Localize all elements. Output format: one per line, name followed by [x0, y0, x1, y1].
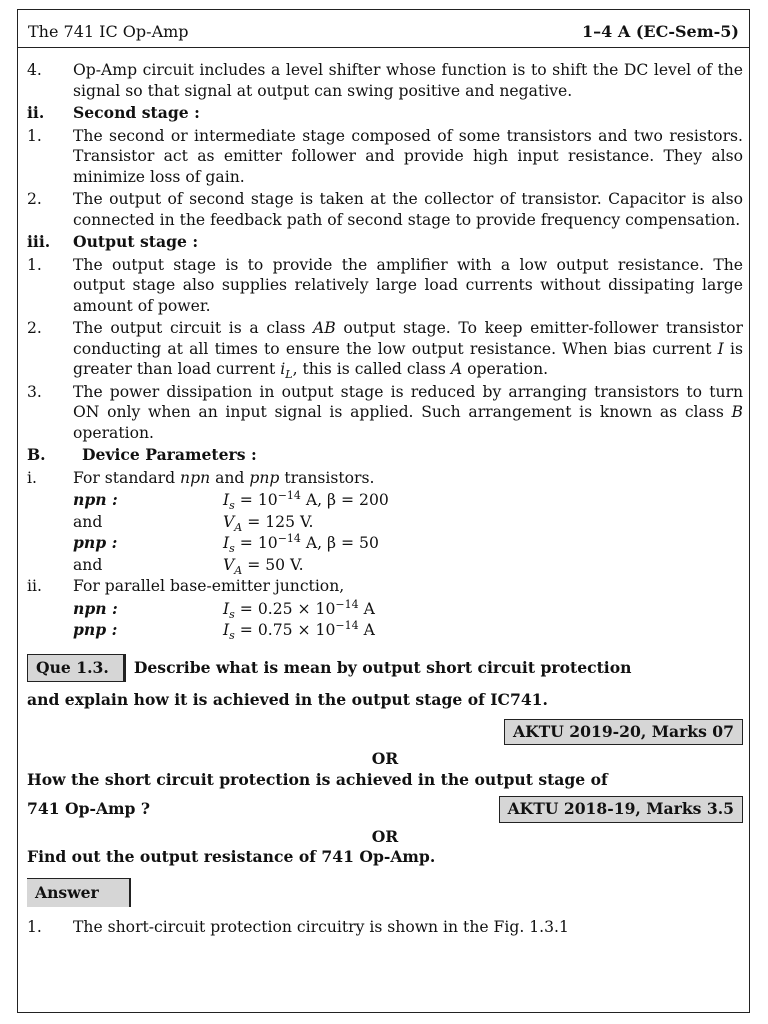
question-text: Describe what is mean by output short circuit protection	[133, 657, 632, 677]
question-text: How the short circuit protection is achieved in the output stage of	[27, 769, 608, 789]
list-item: 1. The second or intermediate stage composed of some transistors and two resistors. Transistor act as emitter follower and provide high input resistance. They also minimize loss of gain.	[27, 126, 743, 186]
header-page-number: 1–4 A (EC-Sem-5)	[582, 22, 739, 41]
document-page	[17, 9, 750, 1013]
section-heading-second-stage: ii. Second stage :	[27, 103, 200, 122]
parameter-table	[73, 599, 743, 642]
parameter-table	[73, 490, 743, 576]
list-item: ii. For parallel base-emitter junction,	[27, 577, 345, 595]
param-row: npn : $I_s = 10^{-14}$ A, β = 200	[73, 488, 389, 513]
or-divider: OR	[371, 749, 399, 768]
param-row: npn : $I_s = 0.25 \times 10^{-14}$ A	[73, 597, 375, 621]
question-text-continued: and explain how it is achieved in the output stage of IC741.	[27, 690, 548, 709]
section-heading-device-parameters: B. Device Parameters :	[27, 445, 257, 464]
question-label: Que 1.3.	[27, 654, 126, 683]
param-row: and $V_A = 50$ V.	[73, 555, 304, 577]
list-item: 1. The short-circuit protection circuitry is shown in the Fig. 1.3.1	[27, 918, 569, 936]
param-row: and $V_A = 125$ V.	[73, 512, 314, 534]
list-item: 1. The output stage is to provide the amplifier with a low output resistance. The output stage also supplies relatively large load currents without dissipating large amount of power.	[27, 255, 743, 315]
header-rule	[18, 47, 749, 48]
section-heading-output-stage: iii. Output stage :	[27, 232, 199, 251]
question-text: Find out the output resistance of 741 Op-Amp.	[27, 847, 436, 866]
answer-label: Answer	[27, 878, 131, 908]
question-text-continued: 741 Op-Amp ?	[27, 799, 151, 818]
list-item: 4. Op-Amp circuit includes a level shifter whose function is to shift the DC level of the signal so that signal at output can swing positive and negative.	[27, 61, 743, 100]
list-item: 3. The power dissipation in output stage is reduced by arranging transistors to turn ON only when an input signal is applied. Such arrangement is known as class B operation.	[27, 382, 743, 442]
running-header	[28, 22, 739, 44]
param-row: pnp : $I_s = 10^{-14}$ A, β = 50	[73, 531, 379, 556]
list-item: i. For standard npn and pnp transistors.	[27, 468, 375, 487]
or-divider: OR	[371, 826, 399, 846]
list-item: 2. The output circuit is a class AB output stage. To keep emitter-follower transistor conducting at all times to ensure the low output resistance. When bias current I is greater than load current $i_L$, this is called class A operation.	[27, 319, 744, 382]
aktu-marks-badge: AKTU 2018-19, Marks 3.5	[499, 796, 743, 823]
list-item: 2. The output of second stage is taken at the collector of transistor. Capacitor is also connected in the feedback path of second stage to provide frequency compensation.	[27, 190, 743, 229]
param-row: pnp : $I_s = 0.75 \times 10^{-14}$ A	[73, 618, 375, 643]
page-content	[27, 60, 743, 940]
aktu-marks-badge: AKTU 2019-20, Marks 07	[504, 719, 743, 746]
question-line	[27, 654, 743, 683]
header-title: The 741 IC Op-Amp	[28, 22, 189, 41]
